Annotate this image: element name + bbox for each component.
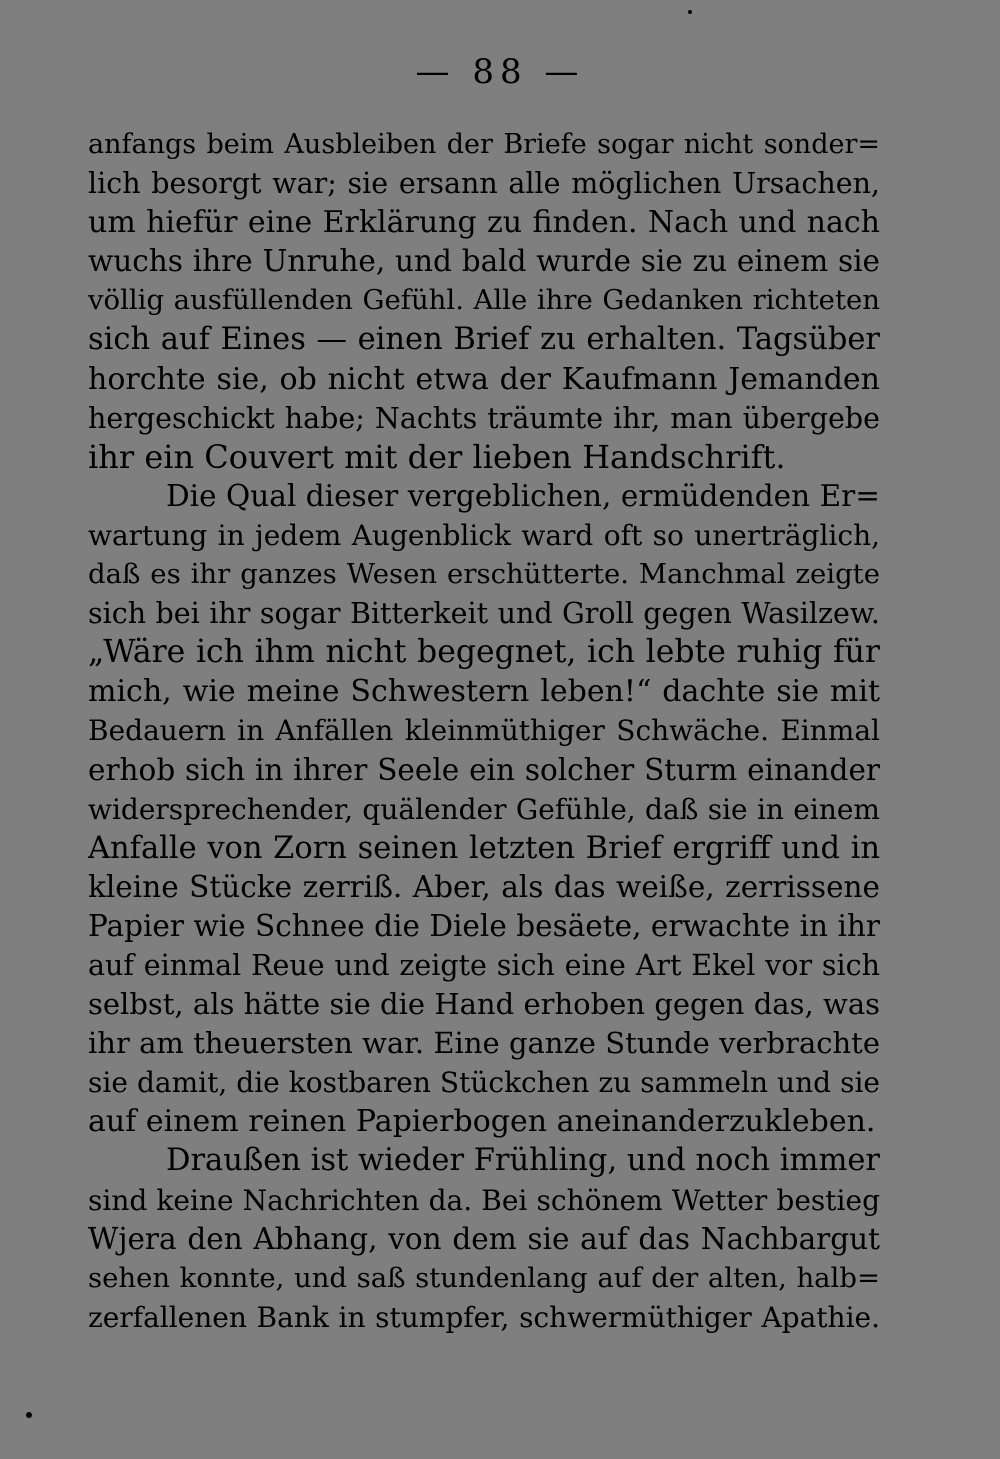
text-line: horchte sie, ob nicht etwa der Kaufmann Jemanden	[88, 361, 880, 397]
text-line: Draußen ist wieder Frühling, und noch immer	[166, 1143, 880, 1179]
text-line: erhob sich in ihrer Seele ein solcher Sturm einander	[88, 752, 880, 787]
text-line: auf einem reinen Papierbogen aneinanderzukleben.	[88, 1104, 876, 1140]
body-text	[88, 125, 880, 1337]
text-line: sind keine Nachrichten da. Bei schönem Wetter bestieg	[88, 1183, 880, 1217]
text-line: kleine Stücke zerriß. Aber, als das weiße, zerrissene	[88, 869, 880, 904]
text-line: Papier wie Schnee die Diele besäete, erwachte in ihr	[88, 908, 880, 943]
text-line: sie damit, die kostbaren Stückchen zu sammeln und sie	[88, 1066, 880, 1100]
text-line: anfangs beim Ausbleiben der Briefe sogar nicht sonder=	[88, 129, 880, 160]
text-line: völlig ausfüllenden Gefühl. Alle ihre Gedanken richteten	[88, 284, 880, 317]
text-line: wuchs ihre Unruhe, und bald wurde sie zu einem sie	[88, 244, 880, 279]
text-line: ihr am theuersten war. Eine ganze Stunde verbrachte	[88, 1026, 880, 1061]
text-line: wartung in jedem Augenblick ward oft so unerträglich,	[88, 518, 880, 552]
text-line: hergeschickt habe; Nachts träumte ihr, man übergebe	[88, 401, 880, 435]
scan-speck	[26, 1412, 32, 1418]
text-line: „Wäre ich ihm nicht begegnet, ich lebte ruhig für	[88, 634, 880, 671]
text-line: sich bei ihr sogar Bitterkeit und Groll gegen Wasilzew.	[88, 597, 880, 631]
text-line: daß es ihr ganzes Wesen erschütterte. Manchmal zeigte	[88, 558, 880, 591]
page-number: — 88 —	[415, 52, 585, 92]
text-line: um hiefür eine Erklärung zu finden. Nach und nach	[88, 205, 880, 241]
text-line: Anfalle von Zorn seinen letzten Brief ergriff und in	[88, 830, 880, 866]
text-line: auf einmal Reue und zeigte sich eine Art Ekel vor sich	[88, 948, 880, 982]
text-line: Die Qual dieser vergeblichen, ermüdenden Er=	[166, 478, 880, 513]
text-line: ihr ein Couvert mit der lieben Handschrift.	[88, 437, 786, 476]
text-line: selbst, als hätte sie die Hand erhoben gegen das, was	[88, 987, 880, 1022]
text-line: lich besorgt war; sie ersann alle möglichen Ursachen,	[88, 167, 880, 201]
scan-speck	[688, 10, 692, 14]
text-line: Wjera den Abhang, von dem sie auf das Nachbargut	[88, 1221, 880, 1256]
text-line: sich auf Eines — einen Brief zu erhalten. Tagsüber	[88, 322, 880, 358]
text-line: zerfallenen Bank in stumpfer, schwermüthiger Apathie.	[88, 1300, 880, 1334]
text-line: mich, wie meine Schwestern leben!“ dachte sie mit	[88, 674, 880, 710]
text-line: Bedauern in Anfällen kleinmüthiger Schwäche. Einmal	[88, 714, 880, 748]
text-line: sehen konnte, und saß stundenlang auf der alten, halb=	[88, 1261, 880, 1294]
text-line: widersprechender, quälender Gefühle, daß sie in einem	[88, 792, 880, 826]
